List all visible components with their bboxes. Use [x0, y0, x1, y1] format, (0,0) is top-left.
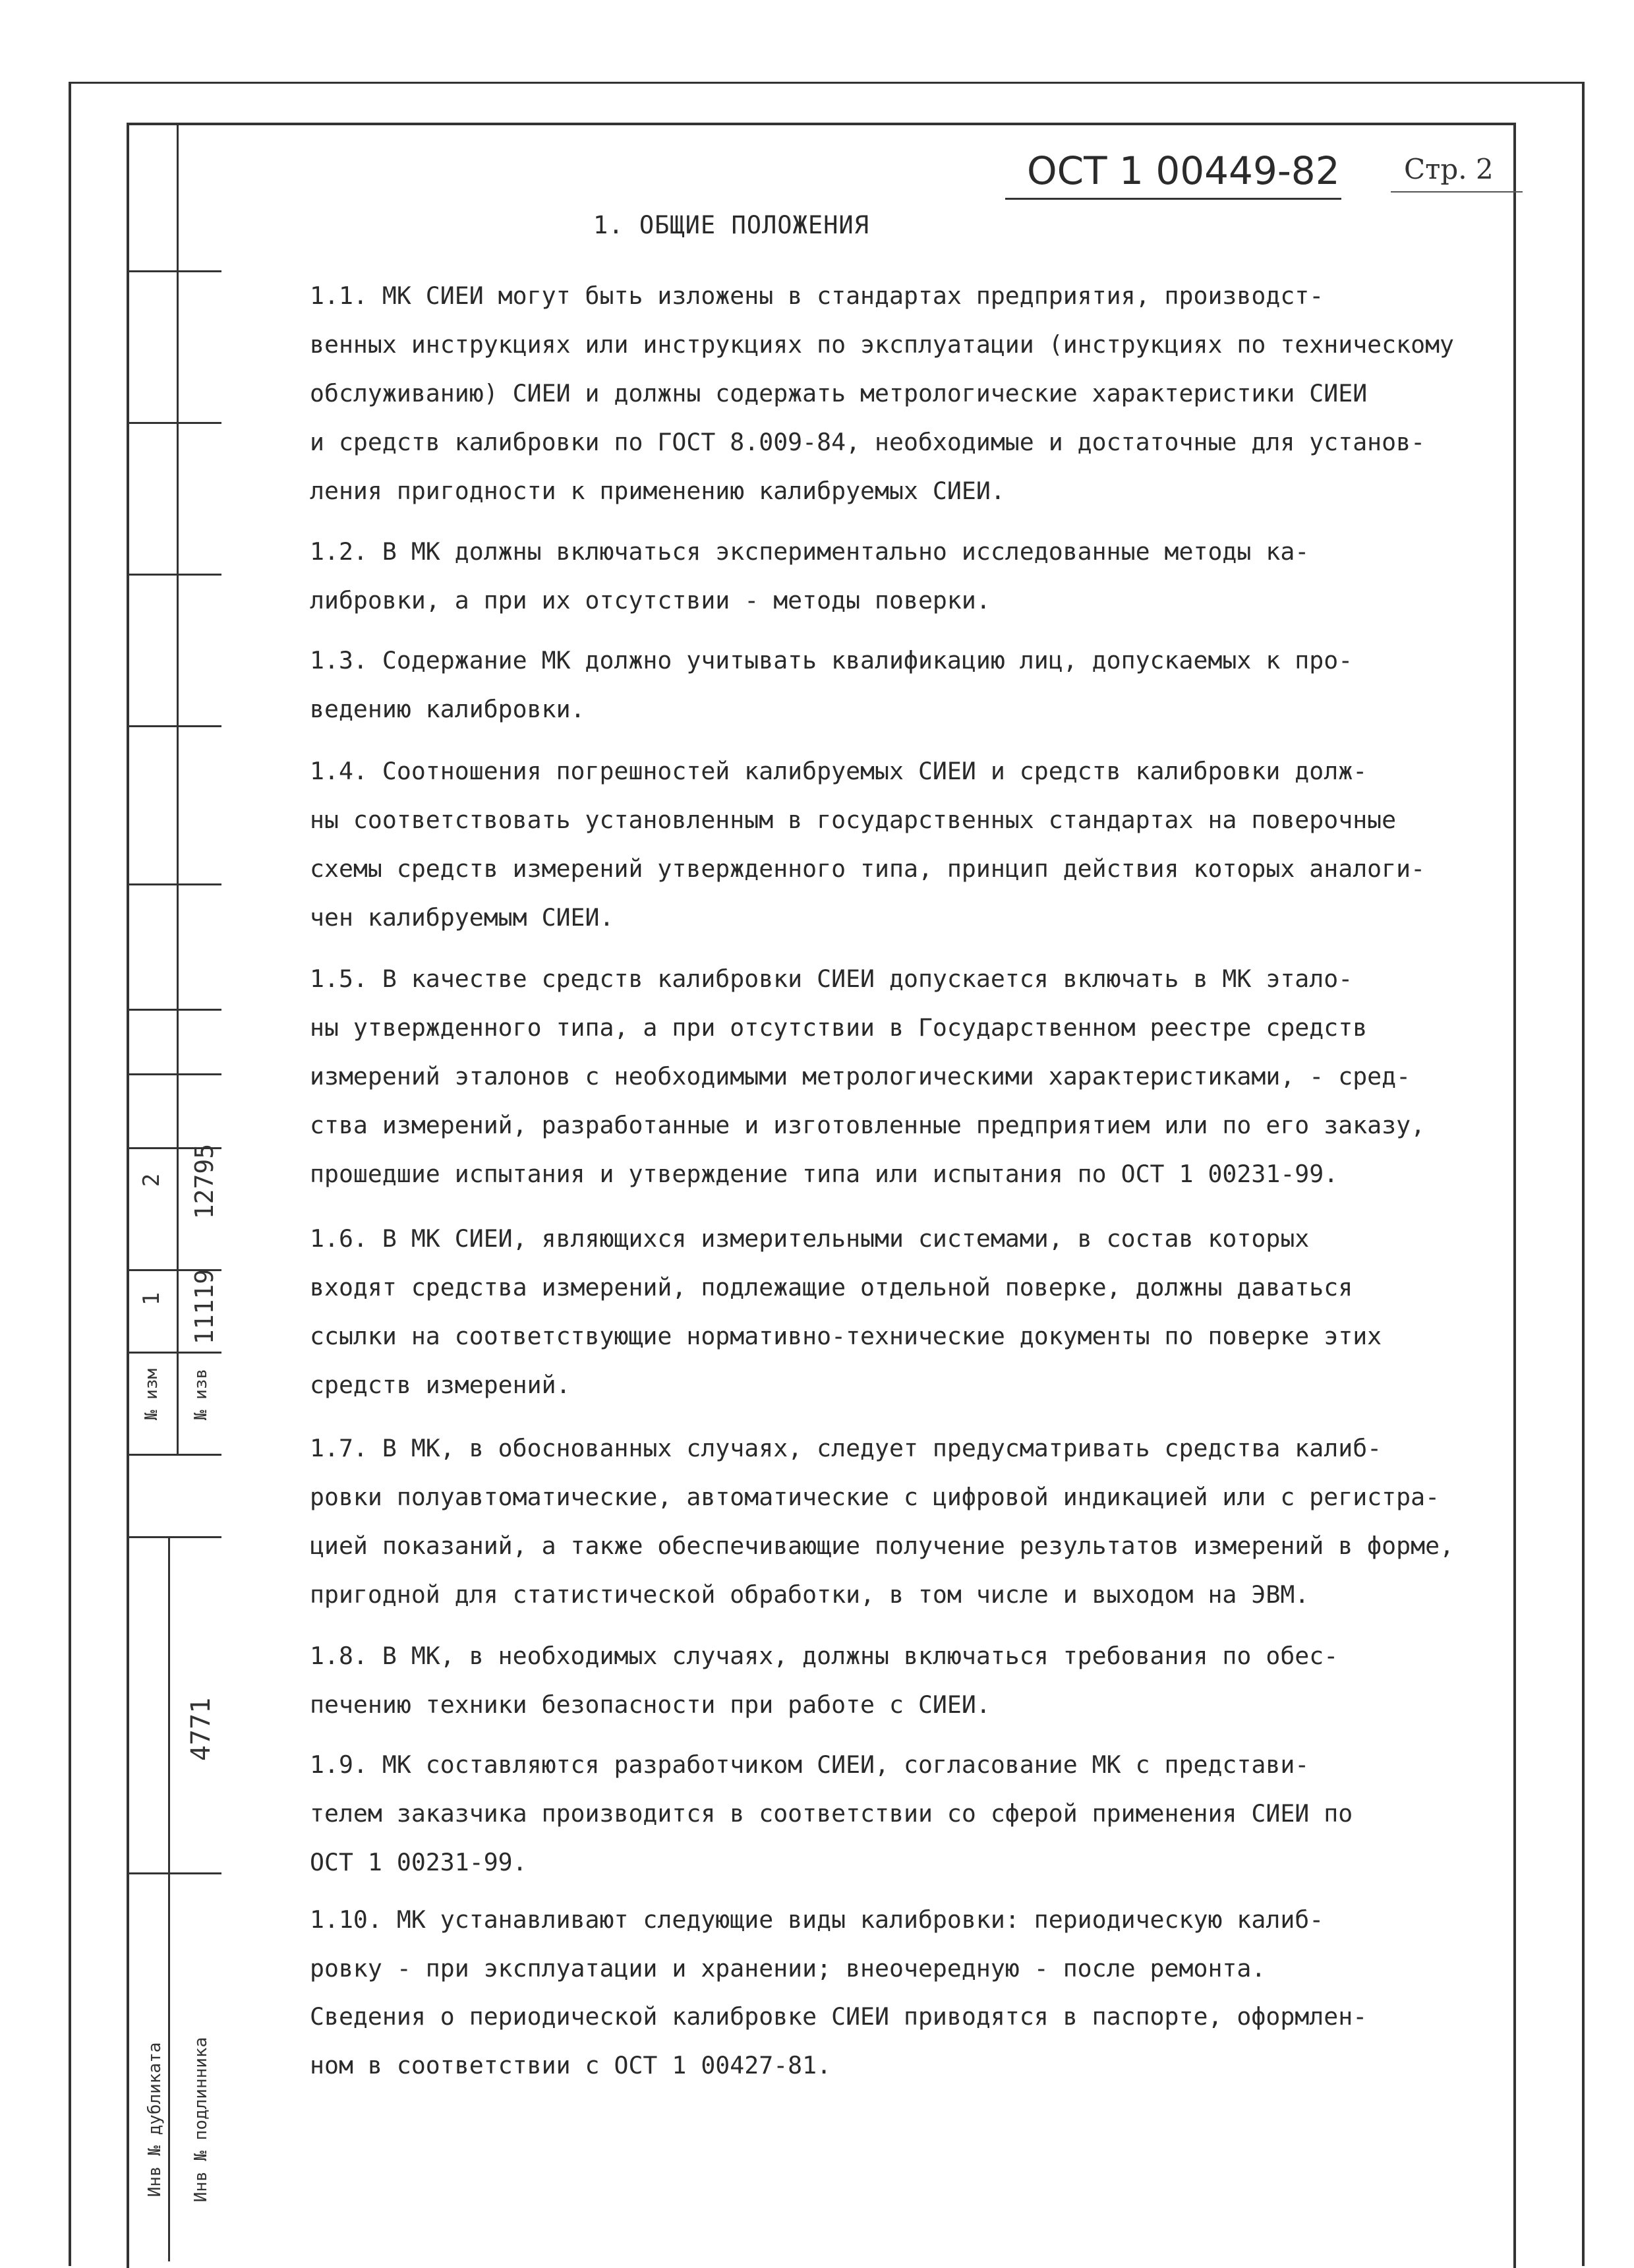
- inventory-original-label: Инв № подлинника: [191, 2037, 211, 2203]
- paragraph-1-1: 1.1. МК СИЕИ могут быть изложены в стандартах предприятия, производст- венных инструкциях или инструкциях по эксплуатации (инструкциях по техническому обслуживанию) СИЕИ и должны содержать метрологические характеристики СИЕИ и средств калибровки по ГОСТ 8.009-84, необходимые и достаточные для установ- ления пригодности к применению калибруемых СИЕИ.: [310, 282, 1455, 505]
- notice-1: 11119: [190, 1268, 219, 1345]
- paragraph-1-4: 1.4. Соотношения погрешностей калибруемых СИЕИ и средств калибровки долж- ны соответствовать установленным в государственных стандартах на поверочные схемы средств измерений утвержденного типа, принцип действия которых аналоги- чен калибруемым СИЕИ.: [310, 757, 1426, 932]
- paragraph-1-10-note: Сведения о периодической калибровке СИЕИ приводятся в паспорте, оформлен- ном в соответствии с ОСТ 1 00427-81.: [310, 2002, 1368, 2079]
- document-code: ОСТ 1 00449-82: [1027, 148, 1340, 193]
- change-2: 2: [138, 1173, 165, 1187]
- paragraph-1-2: 1.2. В МК должны включаться экспериментально исследованные методы ка- либровки, а при их отсутствии - методы поверки.: [310, 537, 1310, 614]
- section-title: 1. ОБЩИЕ ПОЛОЖЕНИЯ: [593, 211, 869, 239]
- change-1: 1: [138, 1292, 165, 1306]
- document-code-underline: [1005, 198, 1341, 200]
- inventory-duplicate-label: Инв № дубликата: [145, 2042, 165, 2197]
- page-number: Стр. 2: [1404, 153, 1494, 185]
- paragraph-1-7: 1.7. В МК, в обоснованных случаях, следует предусматривать средства калиб- ровки полуавтоматические, автоматические с цифровой индикацией или с регистра- цией показаний, а также обеспечивающие получение результатов измерений в форме, пригодной для статистической обработки, в том числе и выходом на ЭВМ.: [310, 1434, 1455, 1609]
- change-number-label: № изм: [142, 1368, 161, 1421]
- paragraph-1-9: 1.9. МК составляются разработчиком СИЕИ, согласование МК с представи- телем заказчика производится в соответствии со сферой применения СИЕИ по ОСТ 1 00231-99.: [310, 1750, 1353, 1876]
- paragraph-1-5: 1.5. В качестве средств калибровки СИЕИ допускается включать в МК этало- ны утвержденного типа, а при отсутствии в Государственном реестре средств измерений эталонов с необходимыми метрологическими характеристиками, - сред- ства измерений, разработанные и изготовленные предприятием или по его заказу, прошедшие испытания и утверждение типа или испытания по ОСТ 1 00231-99.: [310, 965, 1426, 1188]
- paragraph-1-10: 1.10. МК устанавливают следующие виды калибровки: периодическую калиб- ровку - при эксплуатации и хранении; внеочередную - после ремонта.: [310, 1905, 1324, 1983]
- paragraph-1-8: 1.8. В МК, в необходимых случаях, должны включаться требования по обес- печению техники безопасности при работе с СИЕИ.: [310, 1642, 1339, 1719]
- page-number-underline: [1391, 191, 1523, 193]
- paragraph-1-6: 1.6. В МК СИЕИ, являющихся измерительными системами, в состав которых входят средства измерений, подлежащие отдельной поверке, должны даваться ссылки на соответствующие нормативно-технические документы по поверке этих средств измерений.: [310, 1224, 1382, 1399]
- inventory-original-value: 4771: [186, 1697, 216, 1762]
- notice-2: 12795: [190, 1143, 219, 1220]
- notice-number-label: № изв: [191, 1368, 211, 1421]
- paragraph-1-3: 1.3. Содержание МК должно учитывать квалификацию лиц, допускаемых к про- ведению калибровки.: [310, 646, 1353, 723]
